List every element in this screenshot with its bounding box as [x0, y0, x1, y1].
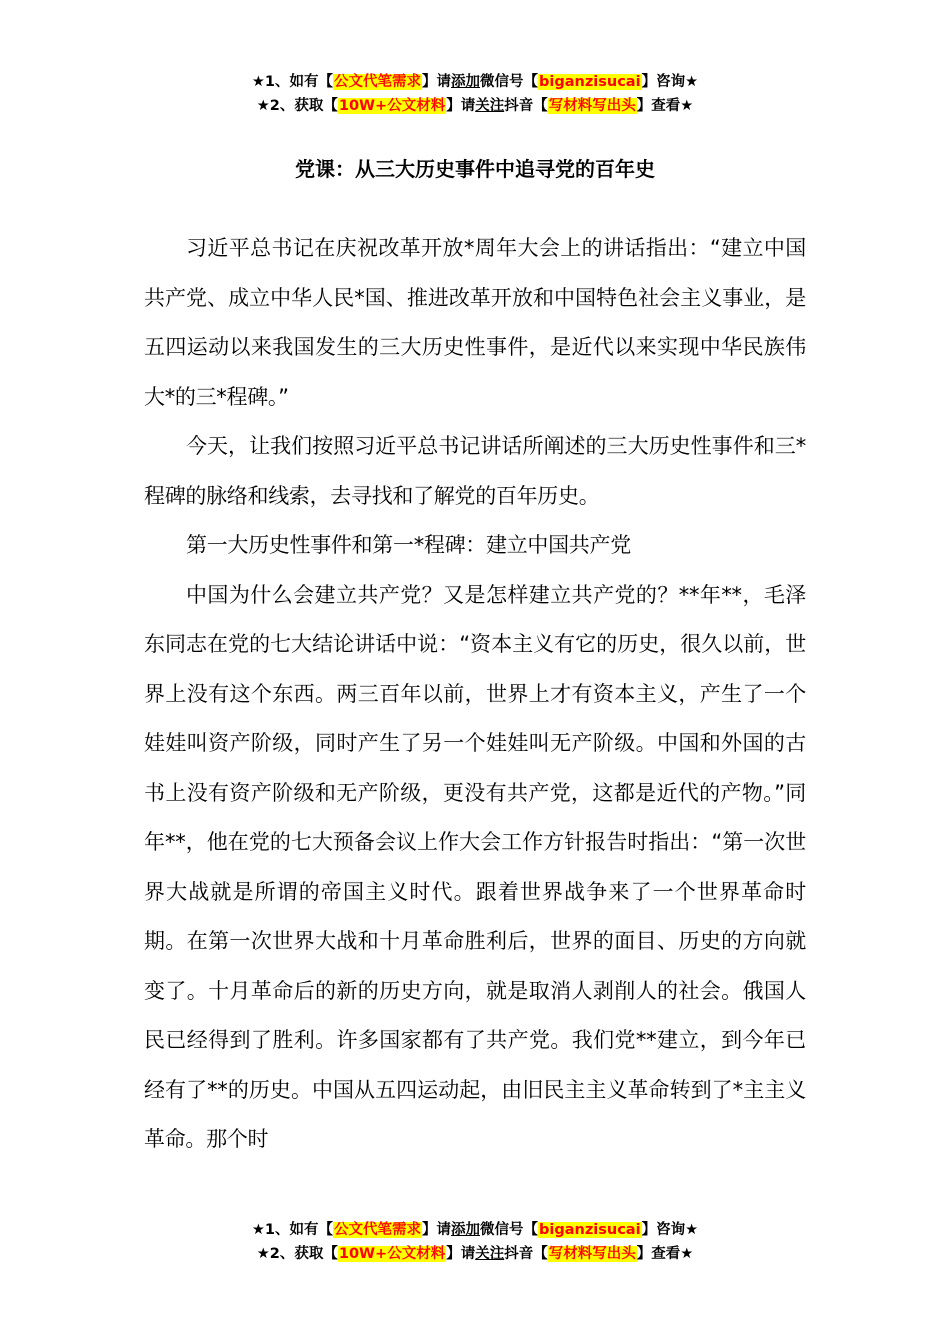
- promo-underlined-text: 关注: [475, 98, 505, 114]
- promo-douyin-account: 写材料写出头: [548, 1246, 636, 1262]
- document-body: [144, 224, 806, 1165]
- promo-highlight: 10W+公文材料: [338, 1246, 446, 1262]
- promo-text: 】查看★: [636, 1246, 694, 1262]
- promo-highlight: 公文代笔需求: [334, 1222, 422, 1238]
- promo-underlined-text: 添加: [451, 1222, 481, 1238]
- promo-text: 】咨询★: [641, 1222, 699, 1238]
- document-title: 党课：从三大历史事件中追寻党的百年史: [295, 157, 655, 181]
- promo-text: 抖音【: [504, 1246, 548, 1262]
- promo-text: 】查看★: [636, 98, 694, 114]
- promo-highlight: 10W+公文材料: [338, 98, 446, 114]
- promo-text: ★1、如有【: [251, 1222, 334, 1238]
- promo-text: ★1、如有【: [251, 74, 334, 90]
- promo-text: 】请: [446, 1246, 476, 1262]
- promo-underlined-text: 添加: [451, 74, 481, 90]
- promo-highlight: 公文代笔需求: [334, 74, 422, 90]
- promo-line-2: [0, 94, 950, 118]
- promo-text: 】请: [446, 98, 476, 114]
- promo-text: 】请: [422, 74, 452, 90]
- promo-text: 微信号【: [480, 1222, 539, 1238]
- promo-douyin-account: 写材料写出头: [548, 98, 636, 114]
- promo-text: ★2、获取【: [256, 98, 338, 114]
- body-paragraph: 中国为什么会建立共产党？又是怎样建立共产党的？**年**，毛泽东同志在党的七大结论讲话中说：“资本主义有它的历史，很久以前，世界上没有这个东西。两三百年以前，世界上才有资本主义，产生了一个娃娃叫资产阶级，同时产生了另一个娃娃叫无产阶级。中国和外国的古书上没有资产阶级和无产阶级，更没有共产党，这都是近代的产物。”同年**，他在党的七大预备会议上作大会工作方针报告时指出：“第一次世界大战就是所谓的帝国主义时代。跟着世界战争来了一个世界革命时期。在第一次世界大战和十月革命胜利后，世界的面目、历史的方向就变了。十月革命后的新的历史方向，就是取消人剥削人的社会。俄国人民已经得到了胜利。许多国家都有了共产党。我们党**建立，到今年已经有了**的历史。中国从五四运动起，由旧民主主义革命转到了*主主义革命。那个时: [144, 582, 806, 1151]
- bottom-promo-banner: [0, 1218, 950, 1266]
- promo-underlined-text: 关注: [475, 1246, 505, 1262]
- promo-wechat-id: biganzisucai: [539, 1222, 641, 1238]
- promo-line-2: [0, 1242, 950, 1266]
- promo-text: 】请: [422, 1222, 452, 1238]
- promo-line-1: [0, 1218, 950, 1242]
- section-heading: 第一大历史性事件和第一*程碑：建立中国共产党: [186, 533, 631, 557]
- promo-wechat-id: biganzisucai: [539, 74, 641, 90]
- body-paragraph: 习近平总书记在庆祝改革开放*周年大会上的讲话指出：“建立中国共产党、成立中华人民*国、推进改革开放和中国特色社会主义事业，是五四运动以来我国发生的三大历史性事件，是近代以来实现中华民族伟大*的三*程碑。”: [144, 236, 806, 409]
- promo-text: 微信号【: [480, 74, 539, 90]
- promo-text: ★2、获取【: [256, 1246, 338, 1262]
- promo-line-1: [0, 70, 950, 94]
- promo-text: 抖音【: [504, 98, 548, 114]
- promo-text: 】咨询★: [641, 74, 699, 90]
- top-promo-banner: [0, 70, 950, 118]
- body-paragraph: 今天，让我们按照习近平总书记讲话所阐述的三大历史性事件和三*程碑的脉络和线索，去寻找和了解党的百年历史。: [144, 434, 806, 508]
